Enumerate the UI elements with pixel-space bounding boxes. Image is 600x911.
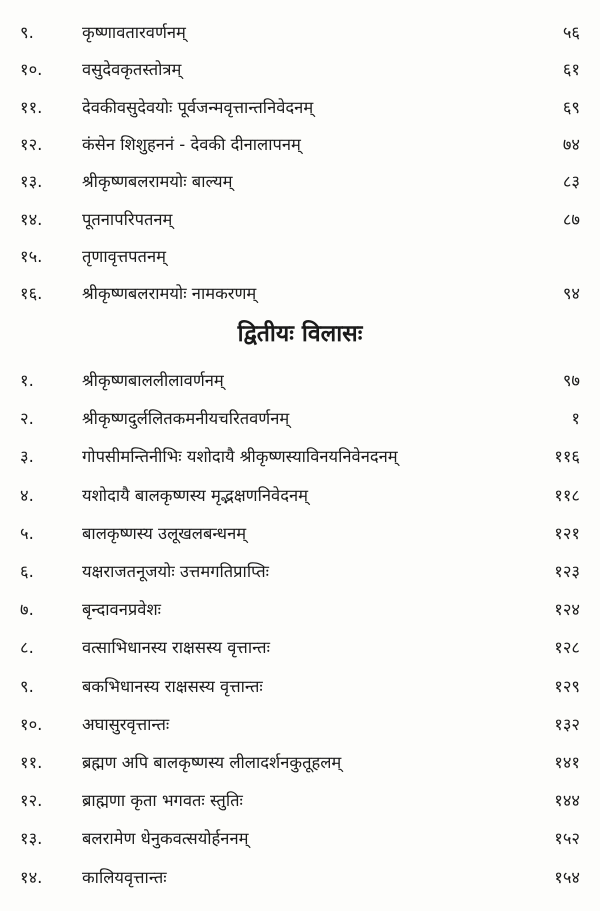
entry-title: देवकीवसुदेवयोः पूर्वजन्मवृत्तान्तनिवेदनम् bbox=[82, 97, 314, 117]
toc-entry bbox=[0, 479, 600, 513]
entry-number: १३. bbox=[20, 829, 43, 849]
entry-page-number: ८३ bbox=[562, 172, 580, 192]
toc-entry bbox=[0, 91, 600, 125]
entry-number: ५. bbox=[20, 523, 34, 543]
entry-title: गोपसीमन्तिनीभिः यशोदायै श्रीकृष्णस्याविनयनिवेनदनम् bbox=[82, 447, 398, 467]
toc-entry bbox=[0, 708, 600, 742]
entry-page-number: ११८ bbox=[554, 485, 580, 505]
entry-number: ३. bbox=[20, 447, 34, 467]
entry-title: पूतनापरिपतनम् bbox=[82, 209, 173, 229]
toc-entry bbox=[0, 746, 600, 780]
entry-title: यशोदायै बालकृष्णस्य मृद्भक्षणनिवेदनम् bbox=[82, 485, 308, 505]
entry-page-number: १२४ bbox=[554, 600, 580, 620]
entry-number: १४. bbox=[20, 209, 43, 229]
entry-title: ब्राह्मणा कृता भगवतः स्तुतिः bbox=[82, 791, 243, 811]
entry-number: १२. bbox=[20, 134, 43, 154]
entry-title: श्रीकृष्णबलरामयोः नामकरणम् bbox=[82, 284, 257, 304]
entry-page-number: ८७ bbox=[562, 209, 580, 229]
entry-page-number: ७४ bbox=[562, 134, 580, 154]
entry-number: १२. bbox=[20, 791, 43, 811]
toc-entry bbox=[0, 517, 600, 551]
entry-title: बृन्दावनप्रवेशः bbox=[82, 600, 162, 620]
entry-page-number: ११६ bbox=[554, 447, 580, 467]
entry-page-number: १२९ bbox=[554, 676, 580, 696]
toc-entry bbox=[0, 16, 600, 50]
entry-page-number: १३२ bbox=[554, 714, 580, 734]
entry-number: १०. bbox=[20, 714, 43, 734]
toc-entry bbox=[0, 402, 600, 436]
toc-entry bbox=[0, 670, 600, 704]
entry-page-number: १४१ bbox=[554, 753, 580, 772]
entry-number: ८. bbox=[20, 638, 34, 658]
entry-page-number: १२८ bbox=[554, 638, 580, 658]
entry-title: श्रीकृष्णदुर्ललितकमनीयचरितवर्णनम् bbox=[82, 409, 290, 429]
entry-title: ब्रह्मण अपि बालकृष्णस्य लीलादर्शनकुतूहलम् bbox=[82, 753, 342, 772]
toc-entry bbox=[0, 861, 600, 895]
entry-number: ९. bbox=[20, 23, 34, 42]
entry-number: १५. bbox=[20, 246, 43, 266]
toc-entry bbox=[0, 593, 600, 627]
entry-title: श्रीकृष्णबाललीलावर्णनम् bbox=[82, 371, 224, 390]
toc-entry bbox=[0, 128, 600, 162]
toc-entry bbox=[0, 555, 600, 589]
toc-entry bbox=[0, 203, 600, 237]
toc-entry bbox=[0, 822, 600, 856]
section-heading: द्वितीयः विलासः bbox=[237, 321, 363, 347]
toc-entry bbox=[0, 165, 600, 199]
toc-entry bbox=[0, 53, 600, 87]
toc-entry bbox=[0, 631, 600, 665]
entry-title: अघासुरवृत्तान्तः bbox=[82, 714, 170, 734]
entry-title: कृष्णावतारवर्णनम् bbox=[82, 23, 186, 42]
entry-page-number: ६९ bbox=[562, 97, 580, 117]
entry-title: बकभिधानस्य राक्षसस्य वृत्तान्तः bbox=[82, 676, 263, 696]
entry-number: १. bbox=[20, 371, 34, 390]
entry-title: श्रीकृष्णबलरामयोः बाल्यम् bbox=[82, 172, 233, 192]
entry-page-number: १४४ bbox=[554, 791, 580, 811]
entry-number: ७. bbox=[20, 600, 34, 620]
entry-page-number: १२३ bbox=[554, 562, 580, 581]
toc-entry bbox=[0, 784, 600, 818]
entry-page-number: ९४ bbox=[562, 284, 580, 304]
entry-title: वत्साभिधानस्य राक्षसस्य वृत्तान्तः bbox=[82, 638, 270, 658]
toc-entry bbox=[0, 364, 600, 398]
entry-page-number: १ bbox=[571, 409, 580, 429]
toc-entry bbox=[0, 277, 600, 311]
entry-page-number: ५६ bbox=[562, 23, 580, 42]
entry-number: १६. bbox=[20, 284, 43, 304]
entry-page-number: ९७ bbox=[562, 371, 580, 390]
entry-number: ९. bbox=[20, 676, 34, 696]
entry-title: बालकृष्णस्य उलूखलबन्धनम् bbox=[82, 523, 247, 543]
toc-entry bbox=[0, 440, 600, 474]
entry-page-number: १२१ bbox=[554, 523, 580, 543]
entry-title: तृणावृत्तपतनम् bbox=[82, 246, 166, 266]
entry-number: ११. bbox=[20, 753, 43, 772]
entry-title: यक्षराजतनूजयोः उत्तमगतिप्राप्तिः bbox=[82, 562, 269, 581]
entry-number: २. bbox=[20, 409, 34, 429]
entry-number: १३. bbox=[20, 172, 43, 192]
entry-number: १४. bbox=[20, 867, 43, 887]
entry-title: वसुदेवकृतस्तोत्रम् bbox=[82, 60, 182, 80]
entry-page-number: ६१ bbox=[562, 60, 580, 80]
entry-page-number: १५२ bbox=[554, 829, 580, 849]
entry-number: १०. bbox=[20, 60, 43, 80]
entry-title: कालियवृत्तान्तः bbox=[82, 867, 167, 887]
entry-title: कंसेन शिशुहननं - देवकी दीनालापनम् bbox=[82, 134, 301, 154]
entry-page-number: १५४ bbox=[554, 867, 580, 887]
entry-number: ६. bbox=[20, 562, 34, 581]
entry-title: बलरामेण धेनुकवत्सयोर्हननम् bbox=[82, 829, 249, 849]
entry-number: ४. bbox=[20, 485, 34, 505]
toc-entry bbox=[0, 240, 600, 274]
entry-number: ११. bbox=[20, 97, 43, 117]
